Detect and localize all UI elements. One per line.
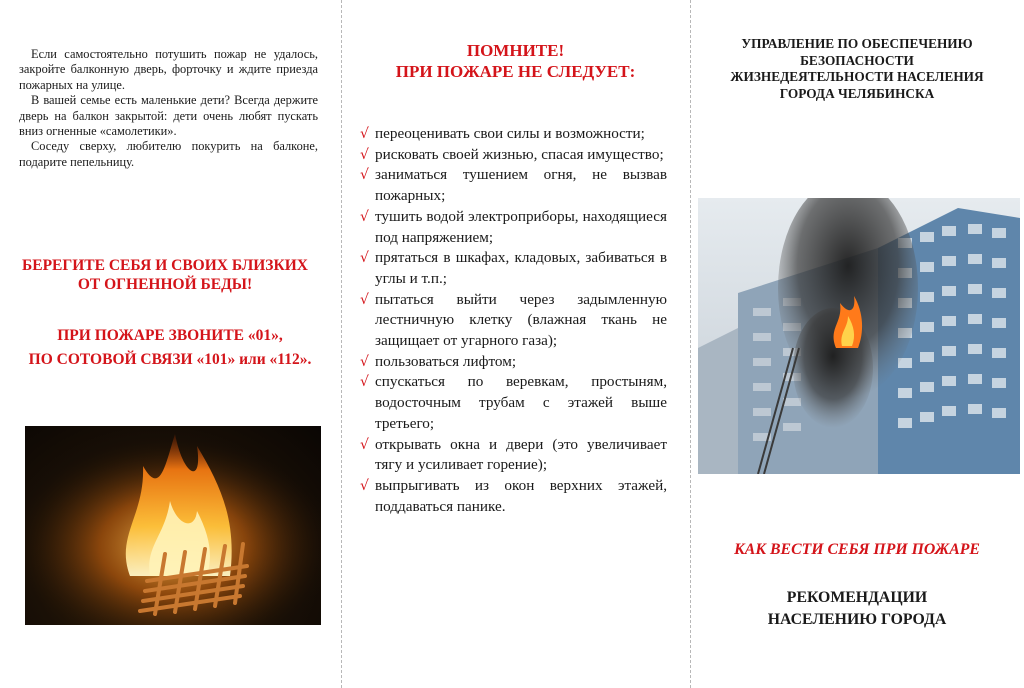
list-item [360,476,667,517]
authority-line: БЕЗОПАСНОСТИ [800,52,914,68]
check-icon: √ [360,167,369,184]
list-item-text: пользоваться лифтом; [375,352,517,370]
care-heading-line: ОТ ОГНЕННОЙ БЕДЫ! [77,276,253,293]
check-icon: √ [360,477,369,494]
list-item-text: прятаться в шкафах, кладовых, забиваться в углы и т.п.; [375,249,667,287]
intro-paragraph: Если самостоятельно потушить пожар не удалось, закройте балконную дверь, форточку и ждите приезда пожарных на улице. [19,47,318,92]
brochure-title: КАК ВЕСТИ СЕБЯ ПРИ ПОЖАРЕ [734,541,980,558]
list-item-text: тушить водой электроприборы, находящиеся под напряжением; [375,207,667,246]
list-item [360,435,667,476]
list-item [360,207,667,248]
check-icon: √ [360,374,369,391]
check-icon: √ [360,353,369,370]
list-item [360,145,667,166]
list-item [360,372,667,434]
burning-matches-photo [25,426,321,625]
check-icon: √ [360,208,369,225]
check-icon: √ [360,126,369,142]
list-item-text: выпрыгивать из окон верхних этажей, поддаваться панике. [375,476,667,515]
authority-line: ГОРОДА ЧЕЛЯБИНСКА [779,85,935,101]
remember-heading-line: ПРИ ПОЖАРЕ НЕ СЛЕДУЕТ: [395,62,636,81]
list-item-text: открывать окна и двери (это увеличивает тягу и усиливает горение); [375,435,667,474]
burning-building-photo [698,198,1020,474]
authority-line: ЖИЗНЕДЕЯТЕЛЬНОСТИ НАСЕЛЕНИЯ [730,69,984,84]
middle-panel [341,0,690,688]
remember-heading-line: ПОМНИТЕ! [466,41,565,60]
prohibited-actions-list [360,124,667,517]
remember-heading [341,40,690,82]
check-icon: √ [360,250,369,267]
check-icon: √ [360,291,369,308]
list-item-text: рисковать своей жизнью, спасая имущество; [375,145,664,163]
check-icon: √ [360,436,369,453]
list-item-text: переоценивать свои силы и возможности; [375,125,645,142]
list-item [360,124,667,145]
authority-name [690,36,1024,102]
list-item [360,290,667,352]
intro-text [19,47,318,170]
emergency-numbers [0,324,340,372]
burning-building-illustration [698,198,1020,474]
check-icon: √ [360,146,369,163]
emergency-numbers-line: ПО СОТОВОЙ СВЯЗИ «101» или «112». [28,351,312,368]
list-item-text: заниматься тушением огня, не вызвав пожарных; [375,166,667,205]
list-item-text: спускаться по веревкам, простыням, водосточным трубам с этажей выше третьего; [375,373,667,432]
brochure-subtitle [690,587,1024,631]
emergency-numbers-line: ПРИ ПОЖАРЕ ЗВОНИТЕ «01», [57,327,283,344]
list-item-text: пытаться выйти через задымленную лестничную клетку (влажная ткань не защищает от угарного газа); [375,290,667,350]
care-heading [0,256,330,294]
list-item [360,165,667,206]
brochure-subtitle-line: НАСЕЛЕНИЮ ГОРОДА [767,611,947,628]
authority-line: УПРАВЛЕНИЕ ПО ОБЕСПЕЧЕНИЮ [741,36,973,51]
list-item [360,352,667,373]
brochure-subtitle-line: РЕКОМЕНДАЦИИ [786,589,928,606]
care-heading-line: БЕРЕГИТЕ СЕБЯ И СВОИХ БЛИЗКИХ [22,257,308,274]
intro-paragraph: В вашей семье есть маленькие дети? Всегда держите дверь на балкон закрытой: дети очень любят пускать вниз огненные «самолетики». [19,93,318,139]
left-panel [0,0,341,688]
intro-paragraph: Соседу сверху, любителю покурить на балконе, подарите пепельницу. [19,139,318,169]
burning-matches-illustration [25,426,321,625]
list-item [360,248,667,289]
